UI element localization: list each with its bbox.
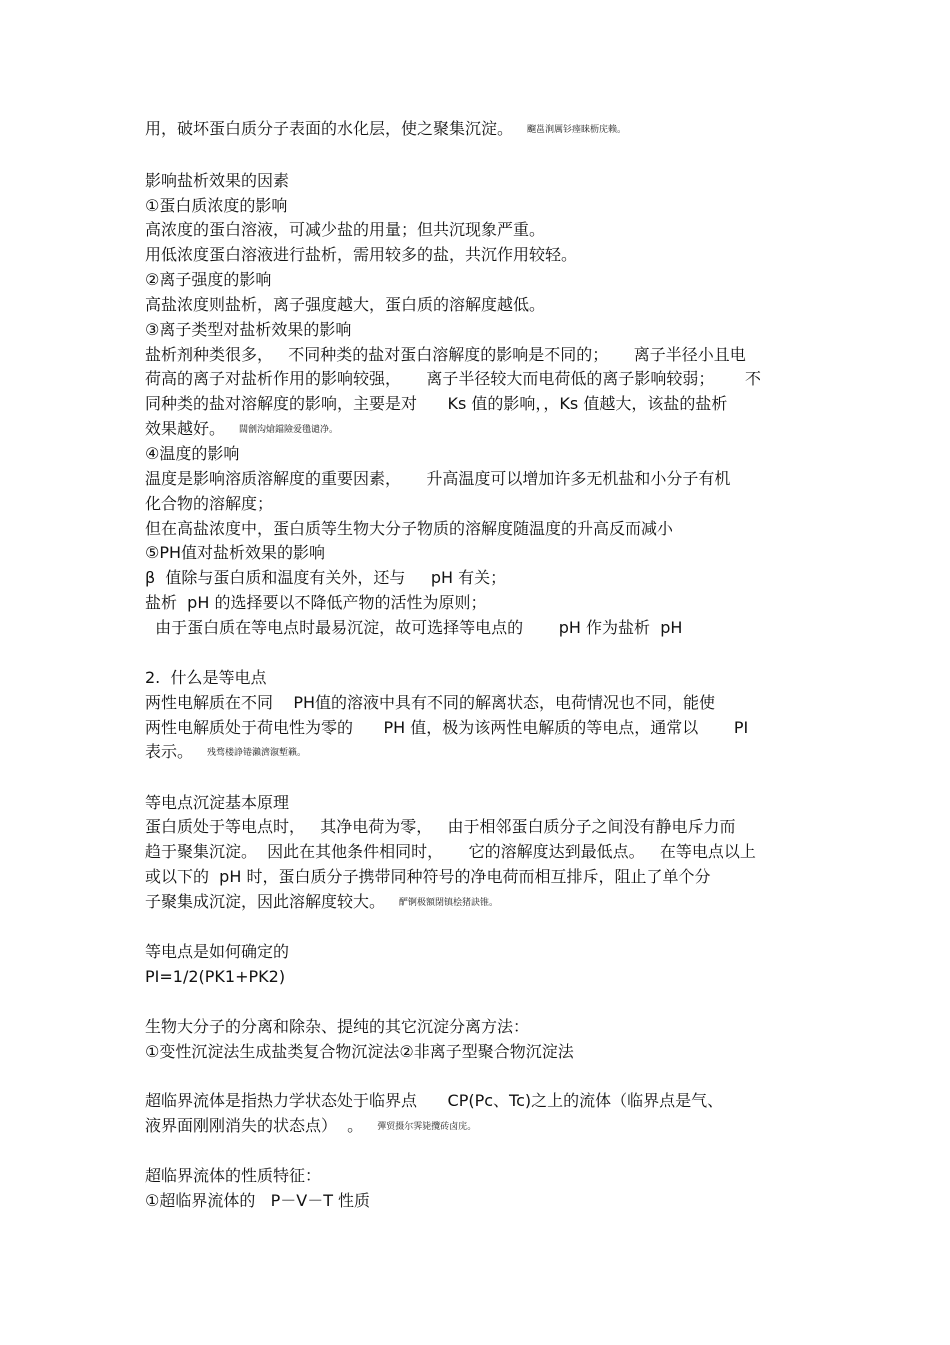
text-line: 蛋白质处于等电点时， 其净电荷为零， 由于相邻蛋白质分子之间没有静电斥力而	[145, 817, 736, 836]
text-line	[145, 119, 626, 140]
text-line: 化合物的溶解度；	[145, 494, 274, 513]
formula-line: PI=1/2(PK1+PK2)	[145, 967, 286, 986]
text-line: 两性电解质在不同 PH值的溶液中具有不同的解离状态，电荷情况也不同，能使	[145, 693, 716, 712]
text-line: 盐析 pH 的选择要以不降低产物的活性为原则；	[145, 593, 487, 612]
garbled-watermark-text: 酽锕极額閉镇桧猪訣锥。	[399, 898, 499, 908]
line-text: 用，破坏蛋白质分子表面的水化层，使之聚集沉淀。	[145, 119, 514, 138]
subheading: ①超临界流体的 P－V－T 性质	[145, 1191, 371, 1210]
garbled-watermark-text: 飀邕涧厲钐瘗睐枥庑赖。	[527, 125, 627, 135]
section-heading: 影响盐析效果的因素	[145, 171, 290, 190]
text-line: 盐析剂种类很多， 不同种类的盐对蛋白溶解度的影响是不同的； 离子半径小且电	[145, 345, 746, 364]
text-line: 高盐浓度则盐析，离子强度越大，蛋白质的溶解度越低。	[145, 295, 546, 314]
subheading: ③离子类型对盐析效果的影响	[145, 320, 352, 339]
text-line: 用低浓度蛋白溶液进行盐析，需用较多的盐，共沉作用较轻。	[145, 245, 578, 264]
text-line: β 值除与蛋白质和温度有关外，还与 pH 有关；	[145, 568, 507, 587]
subheading: ④温度的影响	[145, 444, 240, 463]
text-line: 同种类的盐对溶解度的影响，主要是对 Ks 值的影响，，Ks 值越大，该盐的盐析	[145, 394, 728, 413]
text-line: 或以下的 pH 时，蛋白质分子携带同种符号的净电荷而相互排斥，阻止了单个分	[145, 867, 711, 886]
text-line: 两性电解质处于荷电性为零的 PH 值，极为该两性电解质的等电点，通常以 PI	[145, 718, 749, 737]
text-line	[145, 1116, 476, 1137]
garbled-watermark-text: 闊劊沟熗鐺險爱氇谴净。	[239, 425, 339, 435]
text-line	[145, 419, 338, 440]
subheading: ①蛋白质浓度的影响	[145, 196, 288, 215]
subheading: ⑤PH值对盐析效果的影响	[145, 543, 326, 562]
text-line: 趋于聚集沉淀。 因此在其他条件相同时， 它的溶解度达到最低点。 在等电点以上	[145, 842, 756, 861]
text-line: 高浓度的蛋白溶液，可减少盐的用量；但共沉现象严重。	[145, 220, 546, 239]
section-heading: 2. 什么是等电点	[145, 668, 267, 687]
line-text: 液界面刚刚消失的状态点） 。	[145, 1116, 364, 1135]
section-heading: 超临界流体的性质特征：	[145, 1166, 322, 1185]
subheading: ②离子强度的影响	[145, 270, 272, 289]
line-text: 表示。	[145, 742, 194, 761]
text-line	[145, 892, 498, 913]
text-line: 超临界流体是指热力学状态处于临界点 CP(Pc、Tc)之上的流体（临界点是气、	[145, 1091, 724, 1110]
section-heading: 等电点是如何确定的	[145, 942, 290, 961]
text-line: 温度是影响溶质溶解度的重要因素， 升高温度可以增加许多无机盐和小分子有机	[145, 469, 731, 488]
text-line: 但在高盐浓度中，蛋白质等生物大分子物质的溶解度随温度的升高反而减小	[145, 519, 674, 538]
text-line: 由于蛋白质在等电点时最易沉淀，故可选择等电点的 pH 作为盐析 pH	[145, 618, 683, 637]
text-line: ①变性沉淀法生成盐类复合物沉淀法②非离子型聚合物沉淀法	[145, 1042, 574, 1061]
garbled-watermark-text: 彈贸摄尔霁毙攬砖卤庑。	[377, 1122, 477, 1132]
section-heading: 生物大分子的分离和除杂、提纯的其它沉淀分离方法：	[145, 1017, 530, 1036]
section-heading: 等电点沉淀基本原理	[145, 793, 290, 812]
line-text: 子聚集成沉淀，因此溶解度较大。	[145, 892, 386, 911]
text-line	[145, 742, 306, 763]
garbled-watermark-text: 残骛楼諍锩瀨濟溆塹籟。	[207, 748, 307, 758]
text-line: 荷高的离子对盐析作用的影响较强， 离子半径较大而电荷低的离子影响较弱； 不	[145, 369, 761, 388]
line-text: 效果越好。	[145, 419, 226, 438]
